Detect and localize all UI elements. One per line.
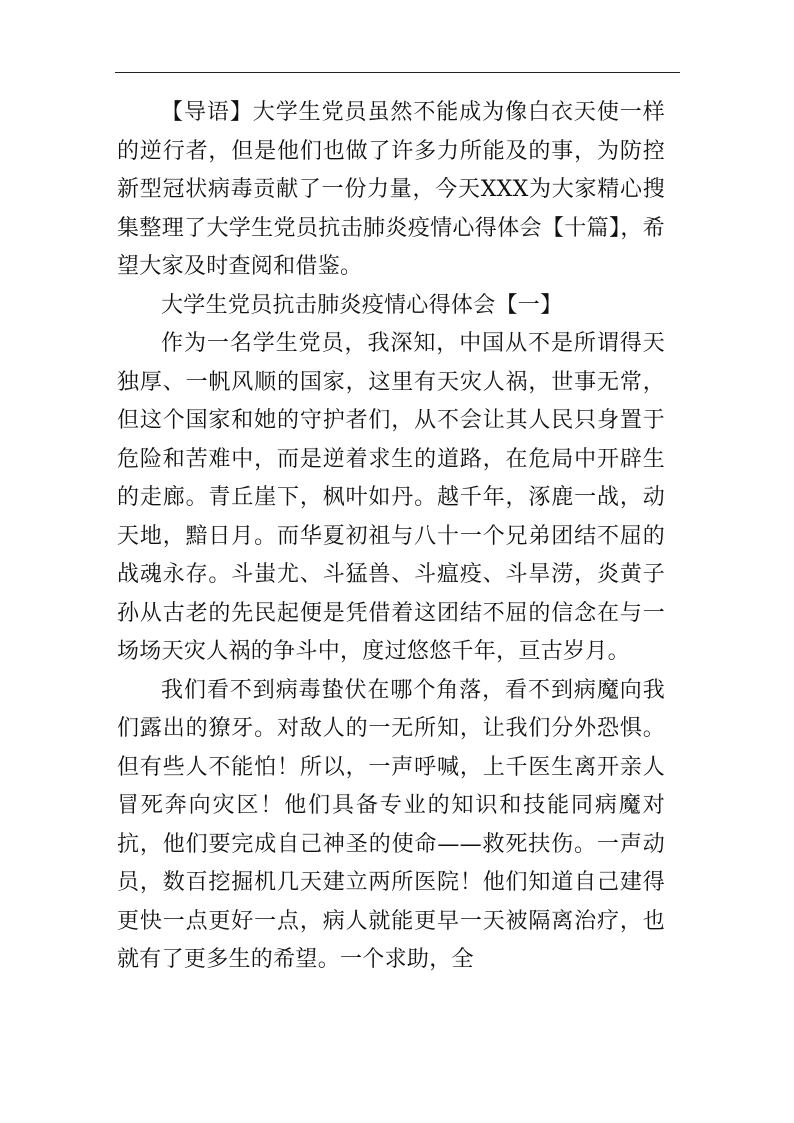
body-paragraph-1: 作为一名学生党员，我深知，中国从不是所谓得天独厚、一帆风顺的国家，这里有天灾人祸，世事无常，但这个国家和她的守护者们，从不会让其人民只身置于危险和苦难中，而是逆着求生的道路，在危局中开辟生的走廊。青丘崖下，枫叶如丹。越千年，涿鹿一战，动天地，黯日月。而华夏初祖与八十一个兄弟团结不屈的战魂永存。斗蚩尤、斗猛兽、斗瘟疫、斗旱涝，炎黄子孙从古老的先民起便是凭借着这团结不屈的信念在与一场场天灾人祸的争斗中，度过悠悠千年，亘古岁月。: [117, 331, 665, 664]
document-body: [117, 94, 665, 980]
section-title: 大学生党员抗击肺炎疫情心得体会【一】: [161, 292, 563, 318]
header-rule: [115, 72, 680, 73]
intro-paragraph: 【导语】大学生党员虽然不能成为像白衣天使一样的逆行者，但是他们也做了许多力所能及的事，为防控新型冠状病毒贡献了一份力量，今天XXX为大家精心搜集整理了大学生党员抗击肺炎疫情心得体会【十篇】，希望大家及时查阅和借鉴。: [117, 100, 665, 279]
body-paragraph-2: 我们看不到病毒蛰伏在哪个角落，看不到病魔向我们露出的獠牙。对敌人的一无所知，让我们分外恐惧。但有些人不能怕！所以，一声呼喊，上千医生离开亲人冒死奔向灾区！他们具备专业的知识和技能同病魔对抗，他们要完成自己神圣的使命——救死扶伤。一声动员，数百挖掘机几天建立两所医院！他们知道自己建得更快一点更好一点，病人就能更早一天被隔离治疗，也就有了更多生的希望。一个求助，全: [117, 677, 665, 972]
